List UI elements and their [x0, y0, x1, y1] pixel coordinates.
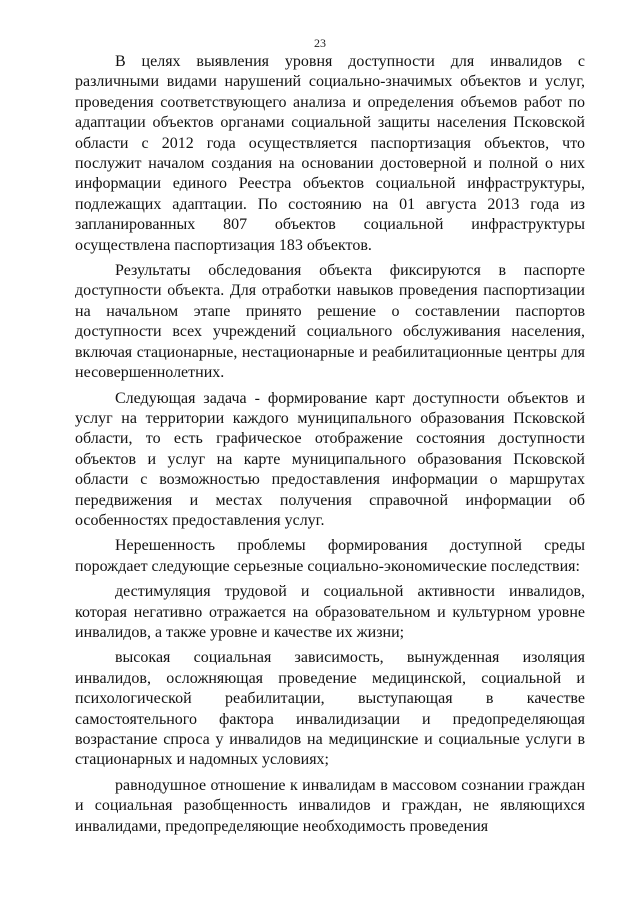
paragraph-accessibility-maps: Следующая задача - формирование карт доступности объектов и услуг на территории каждого муниципального образования Псковской области, то есть графическое отображение состояния доступности объектов и услуг на карте муниципального образования Псковской области с возможностью предоставления информации о маршрутах передвижения и местах получения справочной информации об особенностях предоставления услуг. [75, 389, 585, 529]
paragraph-consequence-dependence: высокая социальная зависимость, вынужденная изоляция инвалидов, осложняющая проведение медицинской, социальной и психологической реабилитации, выступающая в качестве самостоятельного фактора инвалидизации и предопределяющая возрастание спроса у инвалидов на медицинские и социальные услуги в стационарных и надомных условиях; [75, 649, 585, 769]
page-number: 23 [314, 36, 326, 50]
paragraph-consequences-intro: Нерешенность проблемы формирования доступной среды порождает следующие серьезные социально-экономические последствия: [75, 537, 585, 575]
document-body [75, 52, 585, 842]
paragraph-survey-results: Результаты обследования объекта фиксируются в паспорте доступности объекта. Для отработки навыков проведения паспортизации на начальном этапе принято решение о составлении паспортов доступности всех учреждений социального обслуживания населения, включая стационарные, нестационарные и реабилитационные центры для несовершеннолетних. [75, 262, 585, 382]
paragraph-consequence-destimulation: дестимуляция трудовой и социальной активности инвалидов, которая негативно отражается на образовательном и культурном уровне инвалидов, а также уровне и качестве их жизни; [75, 583, 585, 641]
paragraph-passportization: В целях выявления уровня доступности для инвалидов с различными видами нарушений социально-значимых объектов и услуг, проведения соответствующего анализа и определения объемов работ по адаптации объектов органами социальной защиты населения Псковской области с 2012 года осуществляется паспортизация объектов, что послужит началом создания на основании достоверной и полной о них информации единого Реестра объектов социальной инфраструктуры, подлежащих адаптации. По состоянию на 01 августа 2013 года из запланированных 807 объектов социальной инфраструктуры осуществлена паспортизация 183 объектов. [75, 53, 585, 254]
paragraph-consequence-indifference: равнодушное отношение к инвалидам в массовом сознании граждан и социальная разобщенность инвалидов и граждан, не являющихся инвалидами, предопределяющие необходимость проведения [75, 776, 585, 835]
